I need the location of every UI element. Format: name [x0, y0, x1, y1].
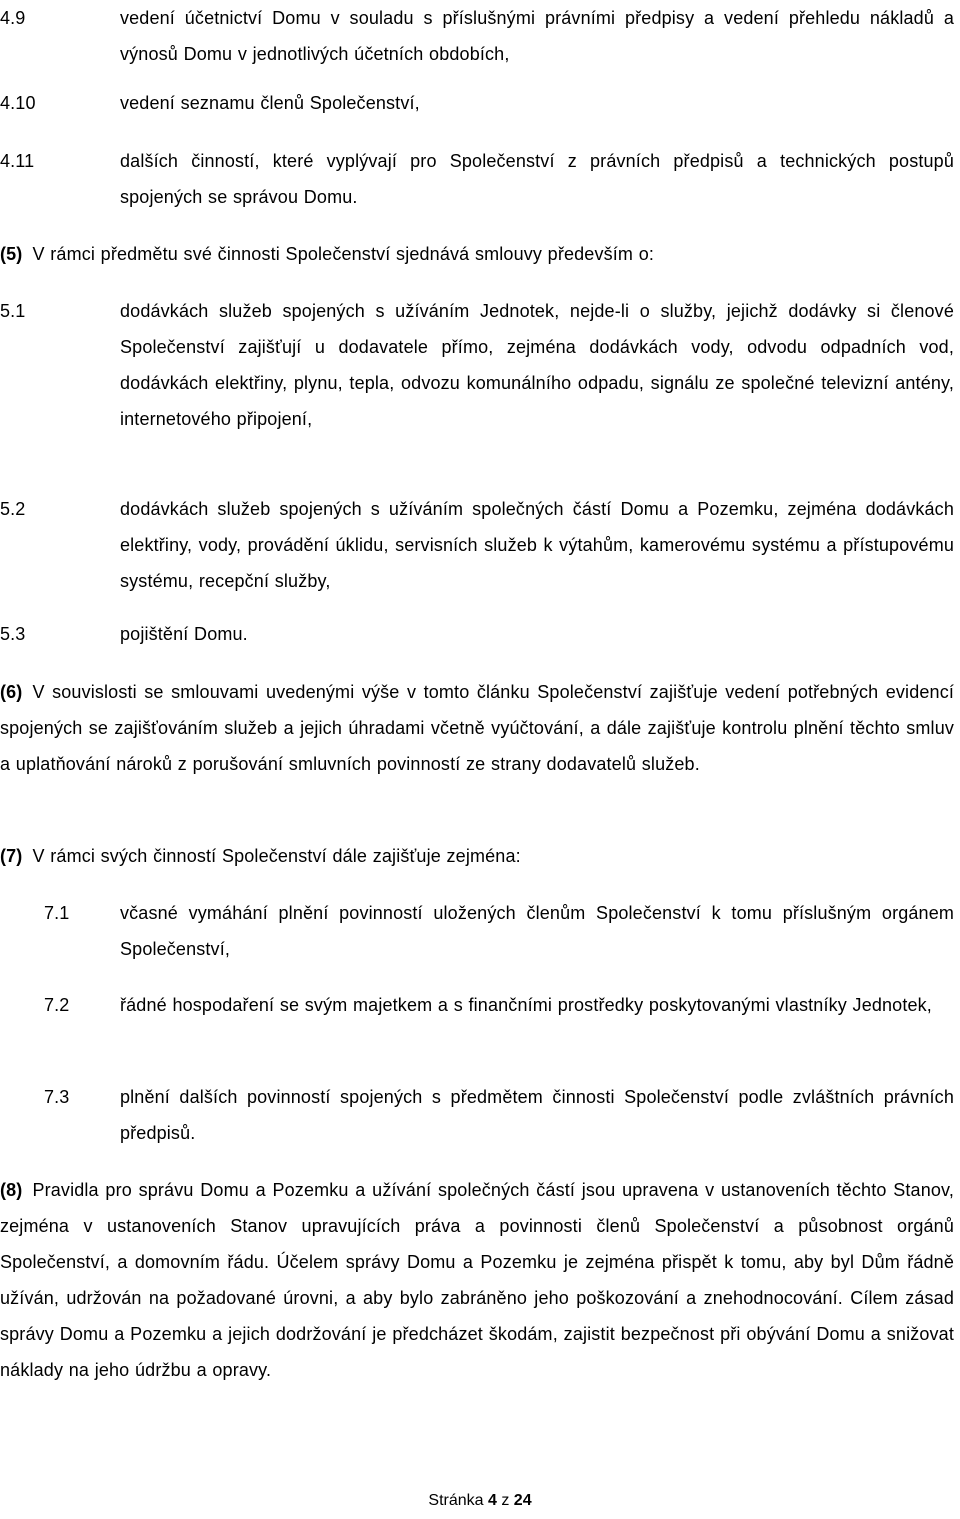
item-number: 5.1: [0, 301, 26, 321]
paragraph-label: (7): [0, 846, 23, 866]
item-number: 7.2: [44, 995, 70, 1015]
of-label: z: [501, 1492, 510, 1509]
paragraph-label: (8): [0, 1180, 23, 1200]
item-number: 5.3: [0, 624, 26, 644]
item-number: 7.3: [44, 1087, 70, 1107]
paragraph-5: [0, 236, 654, 272]
paragraph-text: Pravidla pro správu Domu a Pozemku a užívání společných částí jsou upravena v ustanoveních těchto Stanov, zejména v ustanoveních Stanov upravujících práva a povinnosti členů Společenství a působnost orgánů Společenství, a domovním řádu. Účelem správy Domu a Pozemku je zejména přispět k tomu, aby byl Dům řádně užíván, udržován na požadované úrovni, a aby bylo zabráněno jeho poškozování a znehodnocování. Cílem zásad správy Domu a Pozemku a jejich dodržování je předcházet škodám, zajistit bezpečnost při obývání Domu a snižovat náklady na jeho údržbu a opravy.: [0, 1180, 954, 1380]
item-text: včasné vymáhání plnění povinností uložených členům Společenství k tomu příslušným orgánem Společenství,: [120, 903, 954, 959]
item-text: pojištění Domu.: [120, 624, 248, 644]
item-number: 4.11: [0, 151, 35, 171]
item-text: dodávkách služeb spojených s užíváním Jednotek, nejde-li o služby, jejichž dodávky si členové Společenství zajišťují u dodavatele přímo, zejména dodávkách vody, odvodu odpadních vod, dodávkách elektřiny, plynu, tepla, odvozu komunálního odpadu, signálu ze společné televizní antény, internetového připojení,: [120, 301, 954, 429]
item-text: plnění dalších povinností spojených s předmětem činnosti Společenství podle zvláštních právních předpisů.: [120, 1087, 954, 1143]
paragraph-label: (5): [0, 244, 23, 264]
item-text: řádné hospodaření se svým majetkem a s finančními prostředky poskytovanými vlastníky Jednotek,: [120, 995, 932, 1015]
page-footer: [0, 1491, 960, 1511]
item-text: vedení seznamu členů Společenství,: [120, 93, 420, 113]
paragraph-7: [0, 838, 521, 874]
paragraph-label: (6): [0, 682, 23, 702]
item-number: 4.10: [0, 93, 36, 113]
page-label: Stránka: [428, 1492, 484, 1509]
paragraph-text: V souvislosti se smlouvami uvedenými výše v tomto článku Společenství zajišťuje vedení potřebných evidencí spojených se zajišťováním služeb a jejich úhradami včetně vyúčtování, a dále zajišťuje kontrolu plnění těchto smluv a uplatňování nároků z porušování smluvních povinností ze strany dodavatelů služeb.: [0, 682, 954, 774]
item-number: 5.2: [0, 499, 26, 519]
item-text: dodávkách služeb spojených s užíváním společných částí Domu a Pozemku, zejména dodávkách elektřiny, vody, provádění úklidu, servisních služeb k výtahům, kamerovému systému a přístupovému systému, recepční služby,: [120, 499, 954, 591]
item-text: dalších činností, které vyplývají pro Společenství z právních předpisů a technických postupů spojených se správou Domu.: [120, 151, 954, 207]
paragraph-8: [0, 1172, 954, 1388]
total-pages-number: 24: [513, 1492, 532, 1509]
paragraph-text: V rámci předmětu své činnosti Společenství sjednává smlouvy především o:: [32, 244, 655, 264]
item-number: 7.1: [44, 903, 70, 923]
current-page-number: 4: [487, 1492, 497, 1509]
paragraph-6: [0, 674, 954, 782]
item-number: 4.9: [0, 8, 26, 28]
item-text: vedení účetnictví Domu v souladu s příslušnými právními předpisy a vedení přehledu nákladů a výnosů Domu v jednotlivých účetních obdobích,: [120, 8, 954, 64]
paragraph-text: V rámci svých činností Společenství dále zajišťuje zejména:: [32, 846, 521, 866]
